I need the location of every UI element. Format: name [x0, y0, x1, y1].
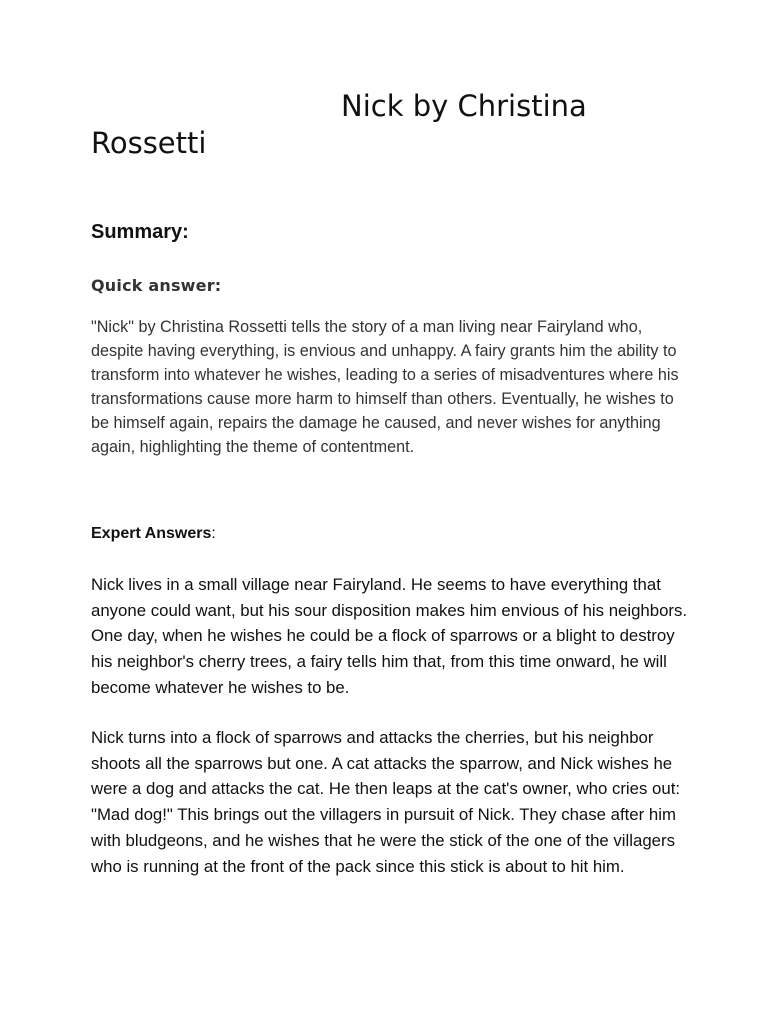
expert-answer-paragraph-2: Nick turns into a flock of sparrows and attacks the cherries, but his neighbor shoots all the sparrows but one. A cat attacks the sparrow, and Nick wishes he were a dog and attacks the cat. He then leaps at the cat's owner, who cries out: "Mad dog!" This brings out the villagers in pursuit of Nick. They chase after him with bludgeons, and he wishes that he were the stick of the one of the villagers who is running at the front of the pack since this stick is about to hit him. [91, 728, 681, 876]
document-title: Nick by Christina Rossetti [91, 89, 587, 160]
quick-answer-heading: Quick answer: [91, 276, 222, 295]
expert-answers-label: Expert Answers [91, 525, 212, 542]
expert-answers-heading [91, 522, 216, 546]
quick-answer-text: "Nick" by Christina Rossetti tells the story of a man living near Fairyland who, despite having everything, is envious and unhappy. A fairy grants him the ability to transform into whatever he wishes, leading to a series of misadventures where his transformations cause more harm to himself than others. Eventually, he wishes to be himself again, repairs the damage he caused, and never wishes for anything again, highlighting the theme of contentment. [91, 318, 679, 456]
summary-heading: Summary: [91, 221, 189, 243]
expert-answers-colon: : [211, 525, 216, 542]
expert-answer-paragraph-1: Nick lives in a small village near Fairyland. He seems to have everything that anyone could want, but his sour disposition makes him envious of his neighbors. One day, when he wishes he could be a flock of sparrows or a blight to destroy his neighbor's cherry trees, a fairy tells him that, from this time onward, he will become whatever he wishes to be. [91, 575, 688, 697]
